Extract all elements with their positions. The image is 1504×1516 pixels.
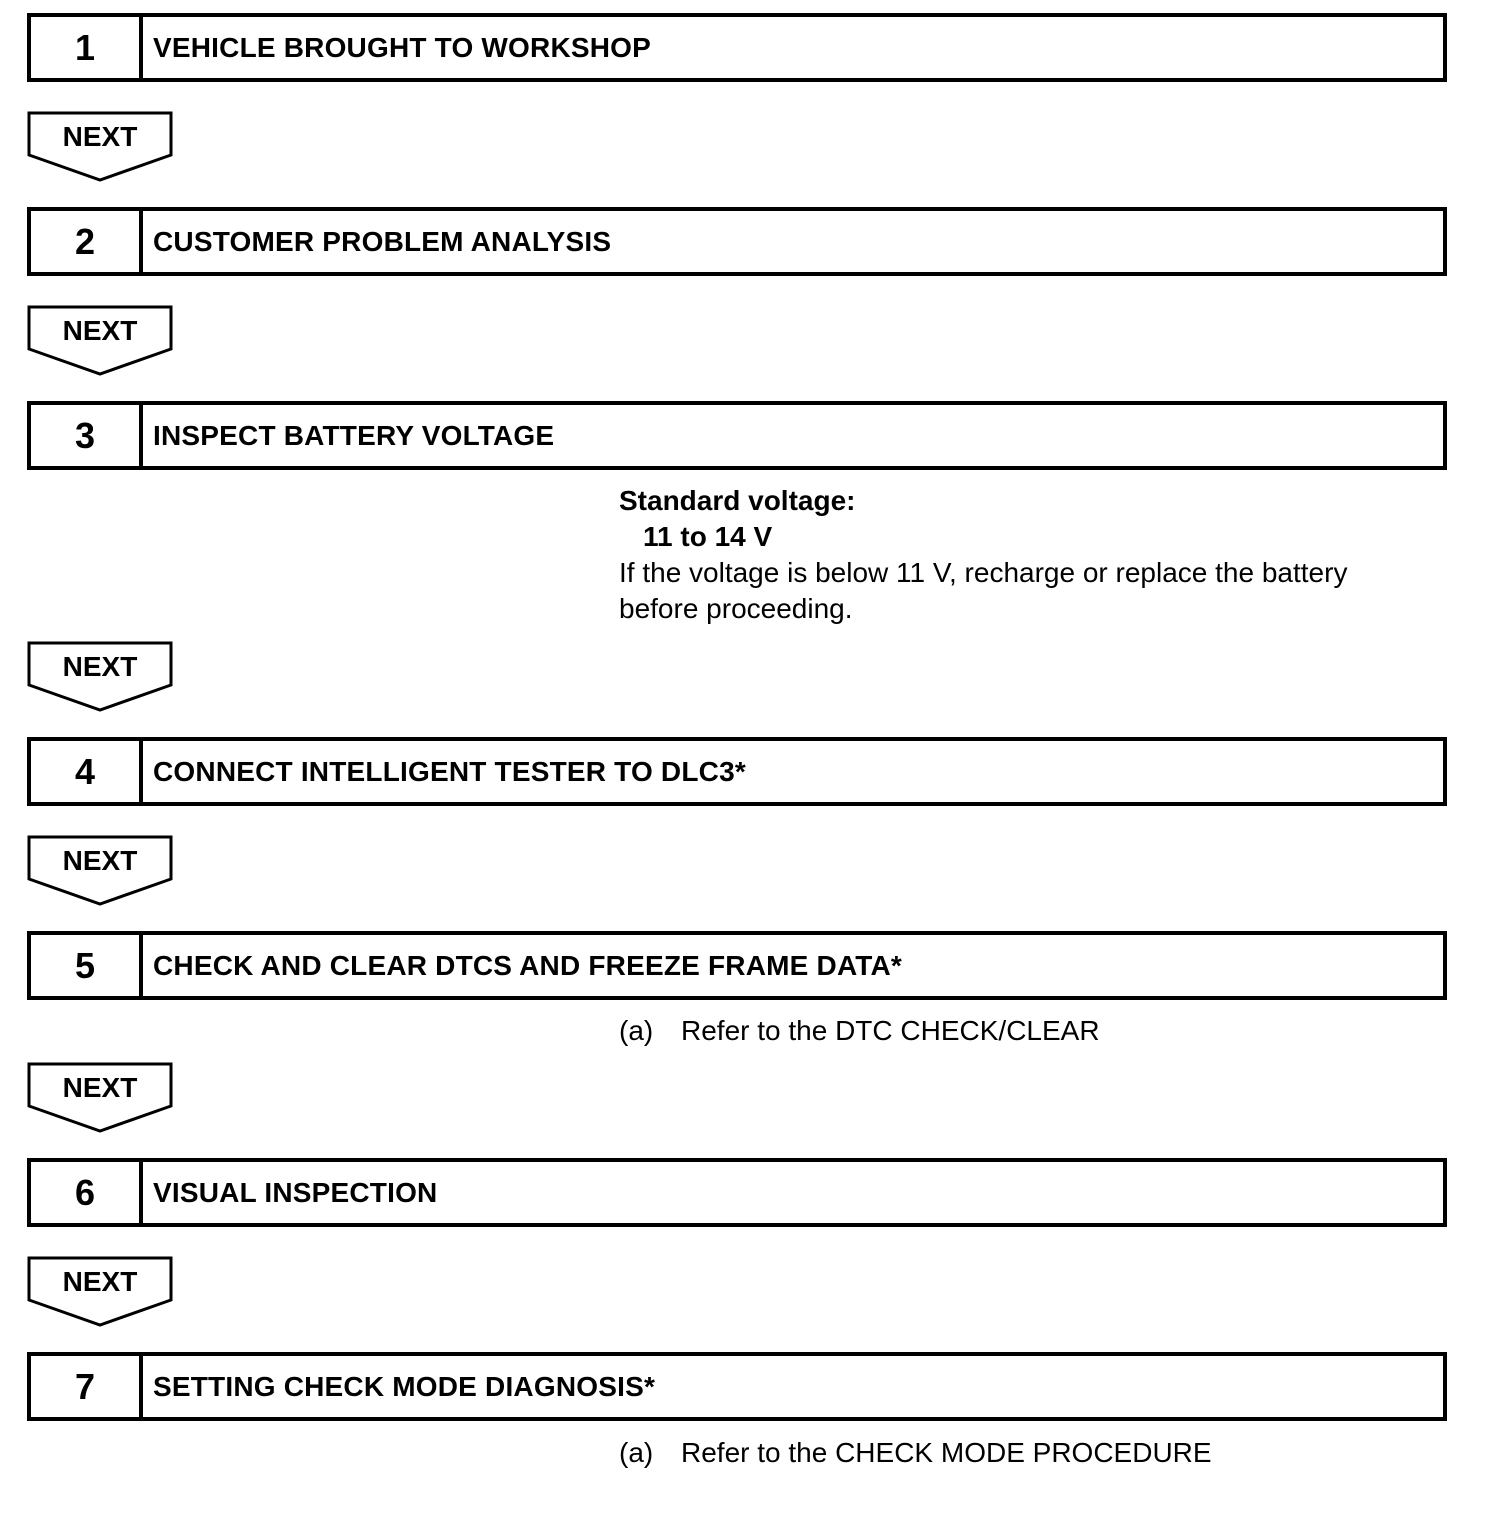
next-label: NEXT: [62, 651, 138, 682]
step-box-7: [27, 1352, 1447, 1421]
step-number: 4: [31, 741, 143, 802]
step5-note: [619, 1013, 1100, 1049]
step-number: 5: [31, 935, 143, 996]
next-arrow-1: [27, 111, 173, 183]
sub-item-marker: (a): [619, 1015, 654, 1046]
next-arrow-3: [27, 641, 173, 713]
next-label: NEXT: [62, 315, 138, 346]
step-box-3: [27, 401, 1447, 470]
sub-item-marker: (a): [619, 1437, 654, 1468]
step-title: CONNECT INTELLIGENT TESTER TO DLC3*: [153, 755, 746, 787]
step-title: CHECK AND CLEAR DTCS AND FREEZE FRAME DATA*: [153, 949, 903, 981]
step-title: SETTING CHECK MODE DIAGNOSIS*: [153, 1370, 656, 1402]
next-label: NEXT: [62, 1072, 138, 1103]
next-arrow-2: [27, 305, 173, 377]
standard-voltage-value: 11 to 14 V: [643, 521, 773, 552]
step-number: 2: [31, 211, 143, 272]
step-number: 7: [31, 1356, 143, 1417]
step-box-2: [27, 207, 1447, 276]
step-box-1: [27, 13, 1447, 82]
step-box-5: [27, 931, 1447, 1000]
step-title: VEHICLE BROUGHT TO WORKSHOP: [153, 31, 652, 63]
next-label: NEXT: [62, 845, 138, 876]
sub-item-text: Refer to the CHECK MODE PROCEDURE: [681, 1437, 1212, 1468]
standard-voltage-label: Standard voltage:: [619, 485, 856, 516]
step-box-6: [27, 1158, 1447, 1227]
step-number: 1: [31, 17, 143, 78]
battery-note-line-1: If the voltage is below 11 V, recharge or replace the battery: [619, 557, 1348, 588]
step7-note: [619, 1435, 1212, 1471]
step-number: 6: [31, 1162, 143, 1223]
step-title: INSPECT BATTERY VOLTAGE: [153, 419, 555, 451]
step-title: VISUAL INSPECTION: [153, 1176, 438, 1208]
next-arrow-5: [27, 1062, 173, 1134]
sub-item-text: Refer to the DTC CHECK/CLEAR: [681, 1015, 1100, 1046]
step-number: 3: [31, 405, 143, 466]
next-arrow-4: [27, 835, 173, 907]
battery-note-line-2: before proceeding.: [619, 593, 853, 624]
next-arrow-6: [27, 1256, 173, 1328]
next-label: NEXT: [62, 1266, 138, 1297]
step-title: CUSTOMER PROBLEM ANALYSIS: [153, 225, 612, 257]
step-box-4: [27, 737, 1447, 806]
next-label: NEXT: [62, 121, 138, 152]
battery-voltage-note: [619, 483, 1347, 627]
